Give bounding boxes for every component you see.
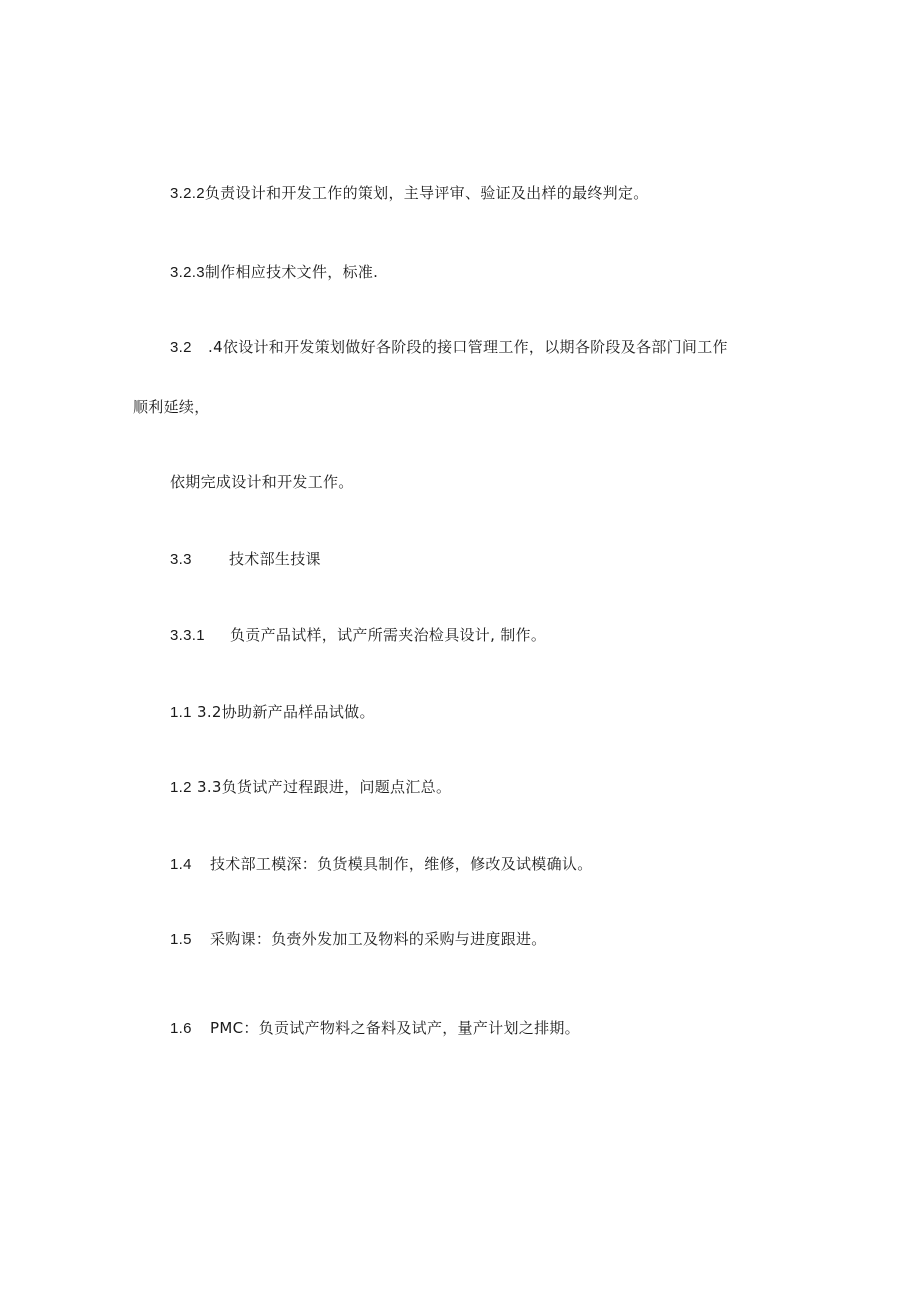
clause-3-2-3 [170, 262, 378, 283]
clause-number: 1.6 [170, 1020, 192, 1037]
clause-3-3-1 [170, 625, 546, 646]
section-title: 技术部生技课 [229, 550, 321, 568]
clause-1-5 [170, 929, 547, 950]
clause-text: 3.3负货试产过程跟进，问题点汇总。 [197, 778, 452, 796]
clause-number: 3.3.1 [170, 627, 205, 644]
section-number: 3.3 [170, 551, 192, 568]
clause-3-2-4-continuation [133, 397, 210, 417]
clause-1-1 [170, 702, 375, 723]
clause-number: 1.1 [170, 704, 192, 721]
section-3-3-heading [170, 549, 321, 570]
clause-text: 负贡产品试样，试产所需夹治检具设计, 制作。 [230, 626, 547, 644]
clause-3-2-2 [170, 183, 649, 204]
clause-3-2-4 [170, 337, 728, 358]
clause-text: 采购课：负赍外发加工及物料的采购与进度跟进。 [210, 930, 547, 948]
clause-number: 3.2 [170, 339, 192, 356]
clause-number: 3.2.3 [170, 264, 205, 281]
clause-number: 1.5 [170, 931, 192, 948]
clause-3-2-4-continuation-2 [170, 472, 354, 492]
continuation-text: 顺利延续， [133, 398, 210, 416]
continuation-text: 依期完成设计和开发工作。 [170, 473, 354, 491]
clause-text: 3.2协助新产品样品试做。 [197, 703, 375, 721]
clause-text: PMC：负贡试产物料之备料及试产，量产计划之排期。 [210, 1019, 580, 1037]
clause-1-6 [170, 1018, 580, 1039]
clause-text: 负责设计和开发工作的策划，主导评审、验证及出样的最终判定。 [204, 184, 649, 202]
clause-text: 制作相应技术文件，标准. [204, 263, 379, 281]
clause-number: 1.4 [170, 856, 192, 873]
clause-1-2 [170, 777, 451, 798]
clause-text: 技术部工模深：负货模具制作，维修，修改及试模确认。 [210, 855, 593, 873]
clause-text: .4依设计和开发策划做好各阶段的接口管理工作，以期各阶段及各部门间工作 [208, 338, 728, 356]
clause-1-4 [170, 854, 593, 875]
clause-number: 3.2.2 [170, 185, 205, 202]
clause-number: 1.2 [170, 779, 192, 796]
